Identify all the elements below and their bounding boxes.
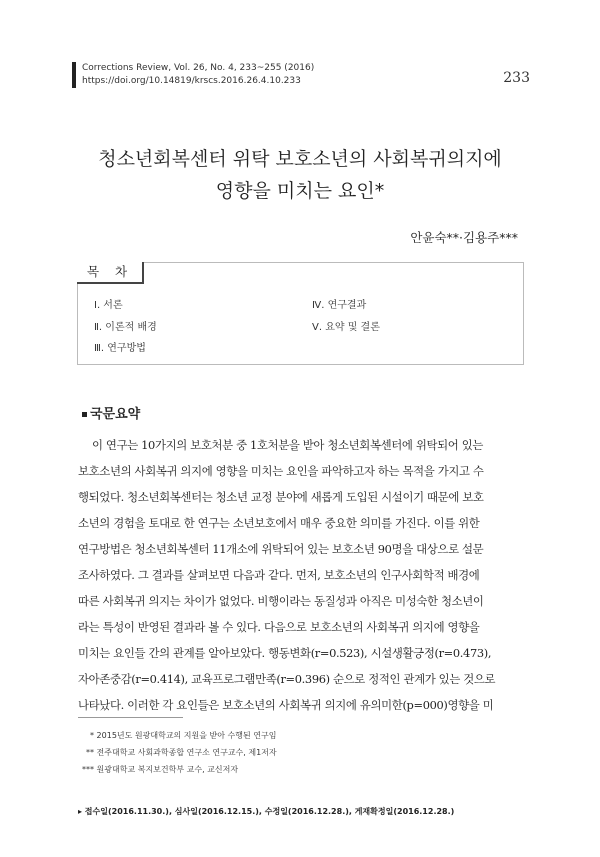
title-line-1: 청소년회복센터 위탁 보호소년의 사회복귀의지에: [98, 148, 502, 170]
abstract-line-11: 나타났다. 이러한 각 요인들은 보호소년의 사회복귀 의지에 유의미한(p=000)영향을 미: [78, 698, 494, 712]
submission-dates: ▸ 접수일(2016.11.30.), 심사일(2016.12.15.), 수정일(2016.12.28.), 게재확정일(2016.12.28.): [78, 807, 455, 816]
footnote-3: *** 원광대학교 복지보건학부 교수, 교신저자: [82, 765, 239, 774]
title-line-2: 영향을 미치는 요인*: [215, 180, 385, 202]
doi-link[interactable]: https://doi.org/10.14819/krscs.2016.26.4.10.233: [82, 76, 301, 86]
toc-item-2[interactable]: Ⅱ. 이론적 배경: [94, 322, 157, 333]
abstract-line-3: 행되었다. 청소년회복센터는 청소년 교정 분야에 새롭게 도입된 시설이기 때문에 보호: [78, 490, 484, 504]
abstract-heading-label: 국문요약: [90, 407, 141, 422]
paper-title: [0, 143, 600, 207]
toc-item-3[interactable]: Ⅲ. 연구방법: [94, 343, 146, 354]
authors: 안윤숙**·김용주***: [410, 230, 518, 245]
abstract-line-2: 보호소년의 사회복귀 의지에 영향을 미치는 요인을 파악하고자 하는 목적을 가지고 수: [78, 464, 484, 478]
toc-item-1[interactable]: Ⅰ. 서론: [94, 300, 123, 311]
abstract-line-4: 소년의 경험을 토대로 한 연구는 소년보호에서 매우 중요한 의미를 가진다. 이를 위한: [78, 516, 480, 530]
square-bullet-icon: [82, 412, 87, 417]
page-number-value: 233: [503, 70, 530, 86]
footnote-1: * 2015년도 원광대학교의 지원을 받아 수행된 연구임: [90, 731, 277, 740]
footnote-2: ** 전주대학교 사회과학종합 연구소 연구교수, 제1저자: [86, 748, 277, 757]
abstract-heading: [82, 403, 140, 422]
toc-heading: 목 차: [77, 262, 144, 284]
abstract-line-9: 미치는 요인들 간의 관계를 알아보았다. 행동변화(r=0.523), 시설생활긍정(r=0.473),: [78, 646, 492, 660]
page-number: [493, 70, 530, 86]
abstract-line-5: 연구방법은 청소년회복센터 11개소에 위탁되어 있는 보호소년 90명을 대상으로 설문: [78, 542, 484, 556]
header-accent-bar: [72, 62, 76, 88]
abstract-line-7: 따른 사회복귀 의지는 차이가 없었다. 비행이라는 동질성과 아직은 미성숙한 청소년이: [78, 594, 484, 608]
journal-info: [82, 62, 314, 88]
footnote-rule: [78, 717, 183, 718]
toc-item-5[interactable]: Ⅴ. 요약 및 결론: [312, 322, 380, 333]
abstract-line-1: 이 연구는 10가지의 보호처분 중 1호처분을 받아 청소년회복센터에 위탁되어 있는: [92, 438, 484, 452]
abstract-line-10: 자아존중감(r=0.414), 교육프로그램만족(r=0.396) 순으로 정적인 관계가 있는 것으로: [78, 672, 496, 686]
abstract-line-6: 조사하였다. 그 결과를 살펴보면 다음과 같다. 먼저, 보호소년의 인구사회학적 배경에: [78, 568, 480, 582]
abstract-line-8: 라는 특성이 반영된 결과라 볼 수 있다. 다음으로 보호소년의 사회복귀 의지에 영향을: [78, 620, 480, 634]
toc-item-4[interactable]: Ⅳ. 연구결과: [312, 300, 367, 311]
journal-citation: Corrections Review, Vol. 26, No. 4, 233~255 (2016): [82, 63, 315, 73]
